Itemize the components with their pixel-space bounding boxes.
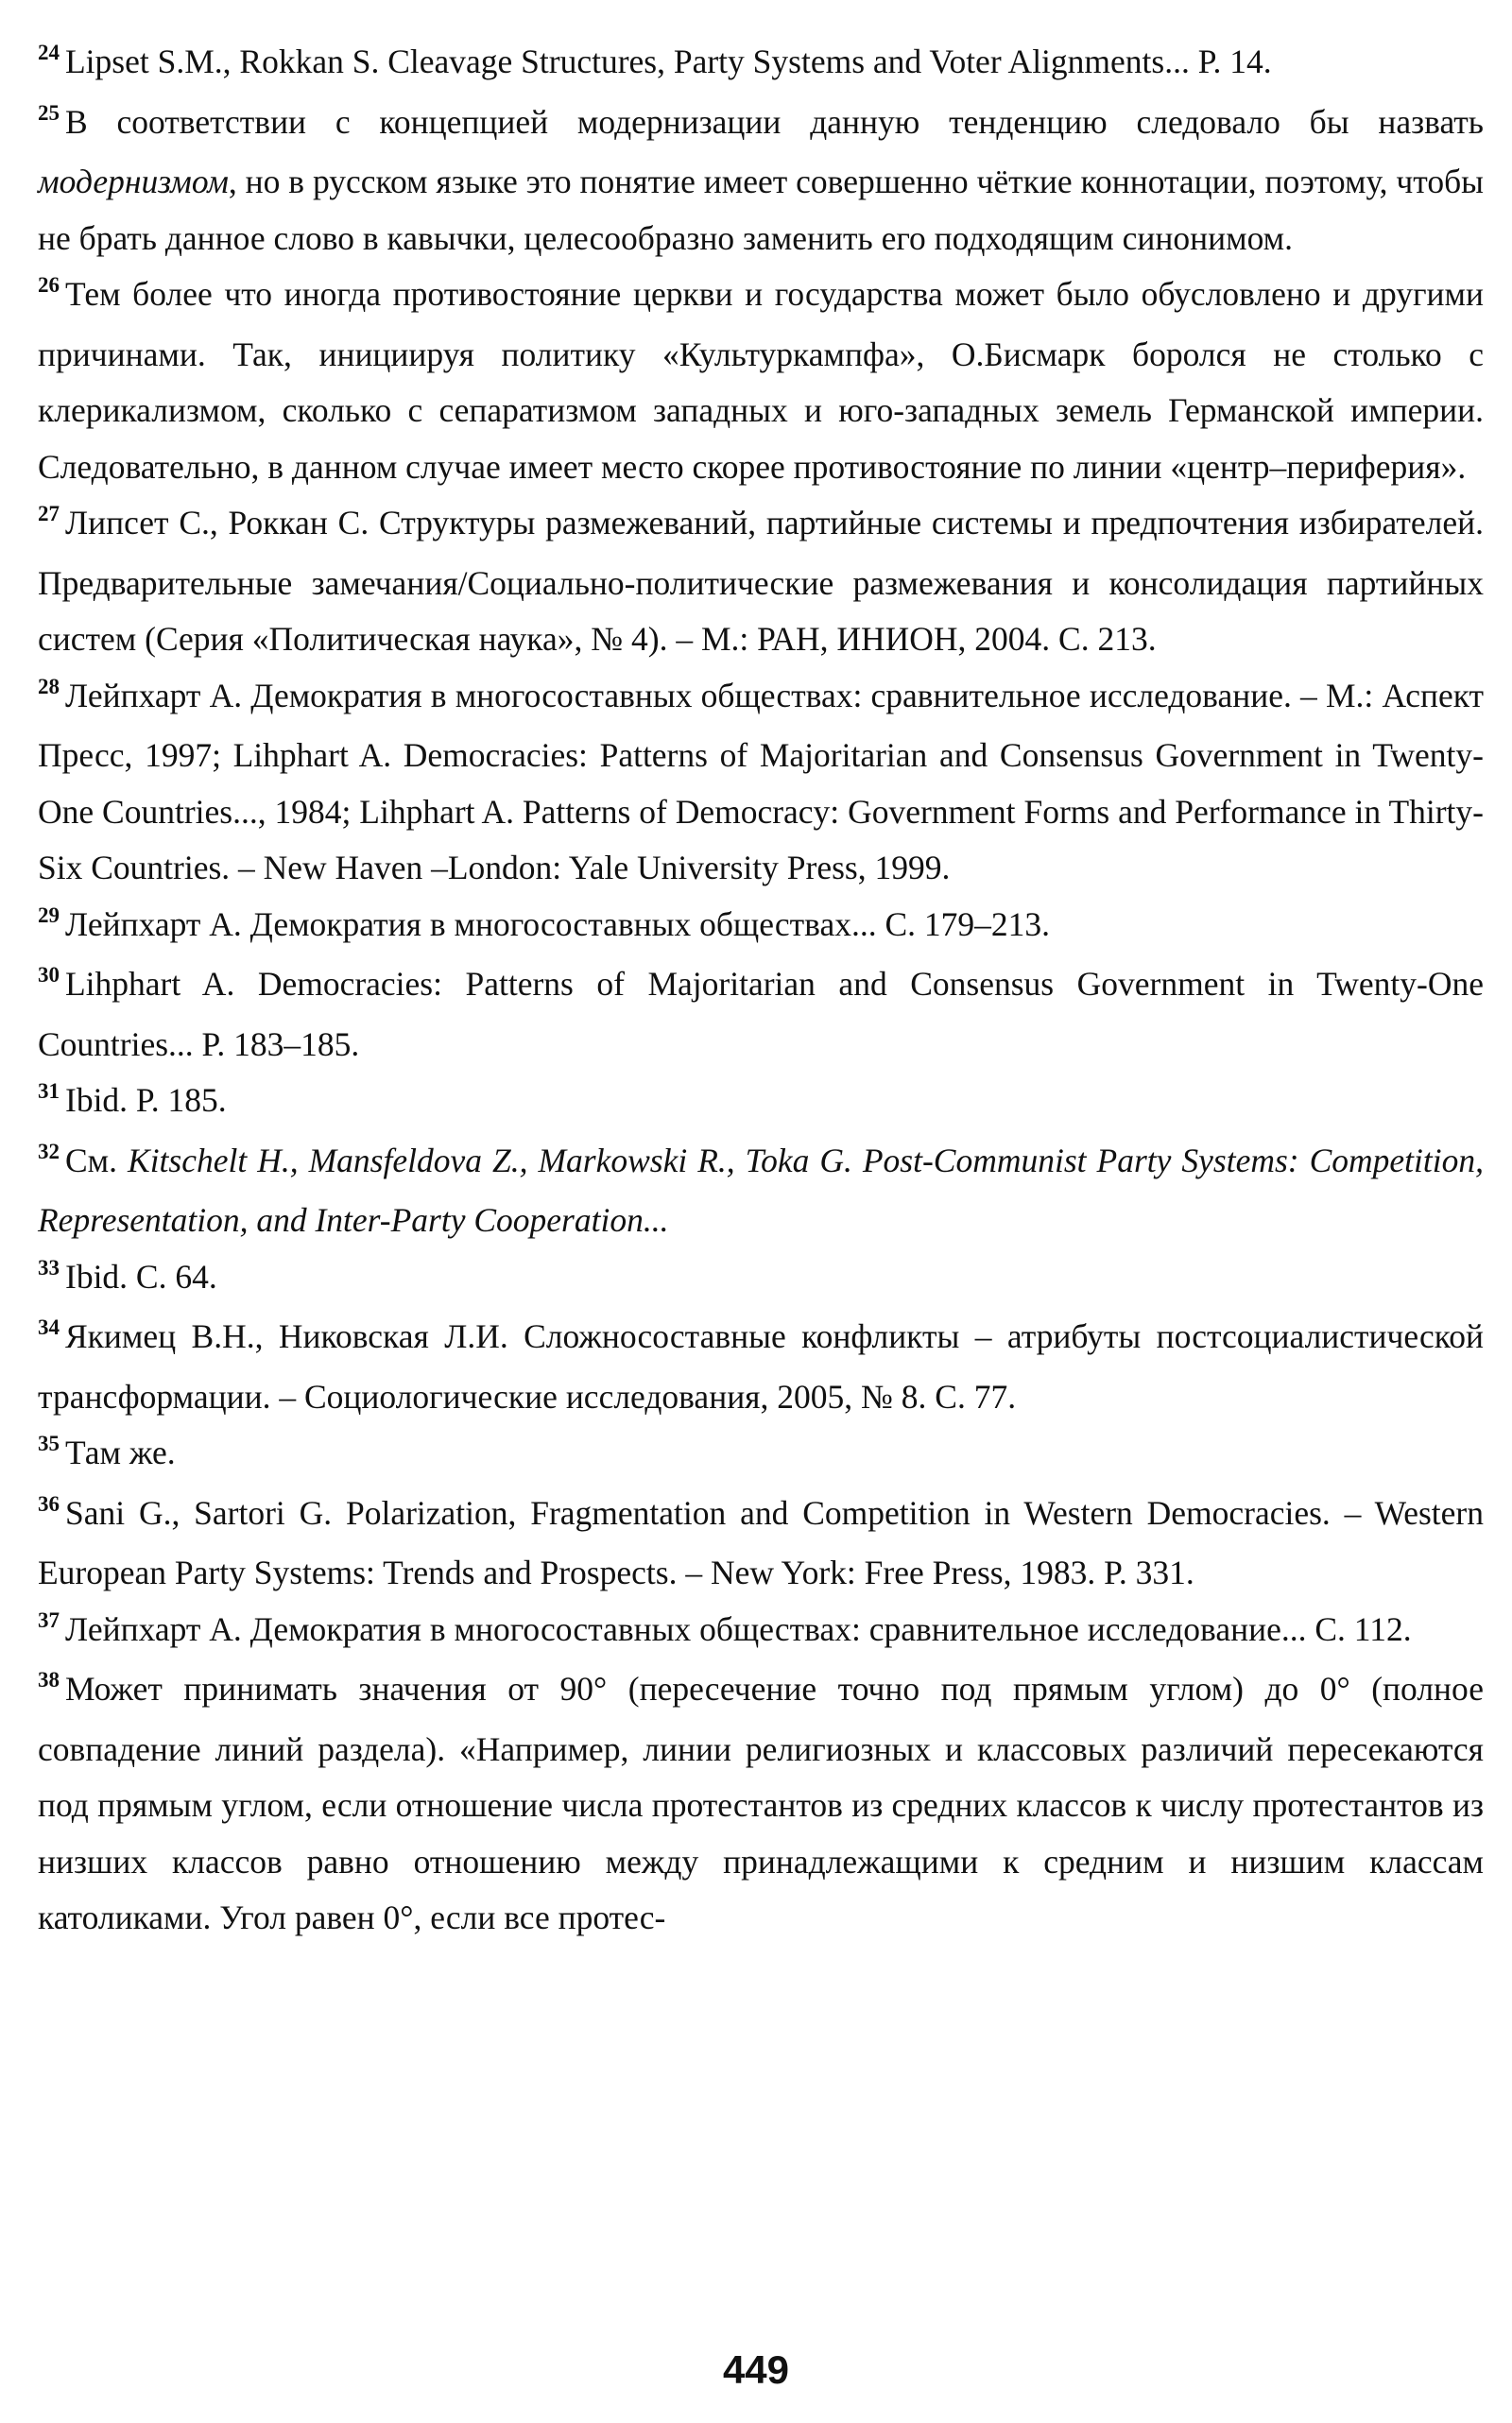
- footnote: [38, 1602, 1484, 1662]
- footnote-text: Ibid. P. 185.: [65, 1081, 227, 1119]
- footnote: [38, 1486, 1484, 1602]
- page-number: 449: [722, 2347, 790, 2392]
- footnote-text: Lihphart A. Democracies: Patterns of Majoritarian and Consensus Government in Twenty-One Countries... P. 183–185.: [38, 965, 1484, 1063]
- footnote: [38, 668, 1484, 897]
- footnote: [38, 956, 1484, 1073]
- footnote-italic-term: модернизмом: [38, 163, 229, 200]
- footnote-text: Якимец В.Н., Никовская Л.И. Сложносоставные конфликты – атрибуты постсоциалистической трансформации. – Социологические исследования, 2005, № 8. С. 77.: [38, 1317, 1484, 1416]
- footnote-text: Липсет С., Роккан С. Структуры размежеваний, партийные системы и предпочтения избирателей. Предварительные замечания/Социально-политические размежевания и консолидация партийных систем (Серия «Политическая наука», № 4). – М.: РАН, ИНИОН, 2004. С. 213.: [38, 504, 1484, 658]
- footnote-text: Lipset S.M., Rokkan S. Cleavage Structures, Party Systems and Voter Alignments... P. 14.: [65, 43, 1272, 80]
- footnote: [38, 1425, 1484, 1486]
- footnote-text: Может принимать значения от 90° (пересечение точно под прямым углом) до 0° (полное совпадение линий раздела). «Например, линии религиозных и классовых различий пересекаются под прямым углом, если отношение числа протестантов из средних классов к числу протестантов из низших классов равно отношению между принадлежащими к средним и низшим классам католиками. Угол равен 0°, если все протес-: [38, 1670, 1484, 1936]
- footnote-number: 28: [38, 674, 60, 698]
- footnote-text: В соответствии с концепцией модернизации данную тенденцию следовало бы назвать: [65, 102, 1484, 141]
- footnote-text: Ibid. C. 64.: [65, 1257, 217, 1296]
- footnote: [38, 1309, 1484, 1425]
- footnote-number: 31: [38, 1079, 60, 1103]
- footnote-number: 26: [38, 273, 60, 297]
- footnote-text: Лейпхарт А. Демократия в многосоставных обществах: сравнительное исследование. – М.: Аспект Пресс, 1997; Lihphart A. Democracies: Patterns of Majoritarian and Consensus Government in Twenty-One Countries..., 1984; Lihphart A. Patterns of Democracy: Government Forms and Performance in Thirty-Six Countries. – New Haven –London: Yale University Press, 1999.: [38, 676, 1484, 886]
- footnote: [38, 266, 1484, 495]
- footnote-number: 36: [38, 1491, 60, 1516]
- footnote-number: 34: [38, 1315, 60, 1339]
- footnote: [38, 1661, 1484, 1947]
- footnote-number: 27: [38, 502, 60, 525]
- footnote: [38, 897, 1484, 957]
- footnote-number: 25: [38, 100, 60, 125]
- footnote-text: Тем более что иногда противостояние церкви и государства может было обусловлено и другими причинами. Так, инициируя политику «Культуркампфа», О.Бисмарк боролся не столько с клерикализмом, сколько с сепаратизмом западных и юго-западных земель Германской империи. Следовательно, в данном случае имеет место скорее противостояние по линии «центр–периферия».: [38, 275, 1484, 486]
- footnote-text: Там же.: [65, 1434, 176, 1471]
- footnote: [38, 95, 1484, 267]
- footnote-number: 30: [38, 963, 60, 987]
- footnote-text: Sani G., Sartori G. Polarization, Fragmentation and Competition in Western Democracies. – Western European Party Systems: Trends and Prospects. – New York: Free Press, 1983. P. 331.: [38, 1493, 1484, 1591]
- footnote: [38, 1073, 1484, 1133]
- footnote-text: Лейпхарт А. Демократия в многосоставных обществах... С. 179–213.: [65, 904, 1051, 943]
- footnote-text: Лейпхарт А. Демократия в многосоставных обществах: сравнительное исследование... С. 112.: [65, 1609, 1412, 1648]
- footnote-text: , но в русском языке это понятие имеет совершенно чёткие коннотации, поэтому, чтобы не брать данное слово в кавычки, целесообразно заменить его подходящим синонимом.: [38, 163, 1484, 257]
- footnote: [38, 1133, 1484, 1249]
- footnote-number: 37: [38, 1607, 60, 1632]
- footnote-number: 24: [38, 41, 60, 64]
- footnote: [38, 1249, 1484, 1310]
- footnote-number: 38: [38, 1668, 60, 1692]
- footnote: [38, 495, 1484, 668]
- footnote-number: 33: [38, 1255, 60, 1280]
- footnote-italic-citation: Kitschelt H., Mansfeldova Z., Markowski R., Toka G. Post-Communist Party Systems: Competition, Representation, and Inter-Party Cooperation...: [38, 1141, 1484, 1239]
- footnote-number: 29: [38, 902, 60, 927]
- footnote-number: 35: [38, 1432, 60, 1455]
- footnote: [38, 34, 1484, 95]
- footnotes-block: [38, 34, 1484, 1947]
- footnote-number: 32: [38, 1139, 60, 1163]
- footnote-text: См.: [65, 1141, 129, 1179]
